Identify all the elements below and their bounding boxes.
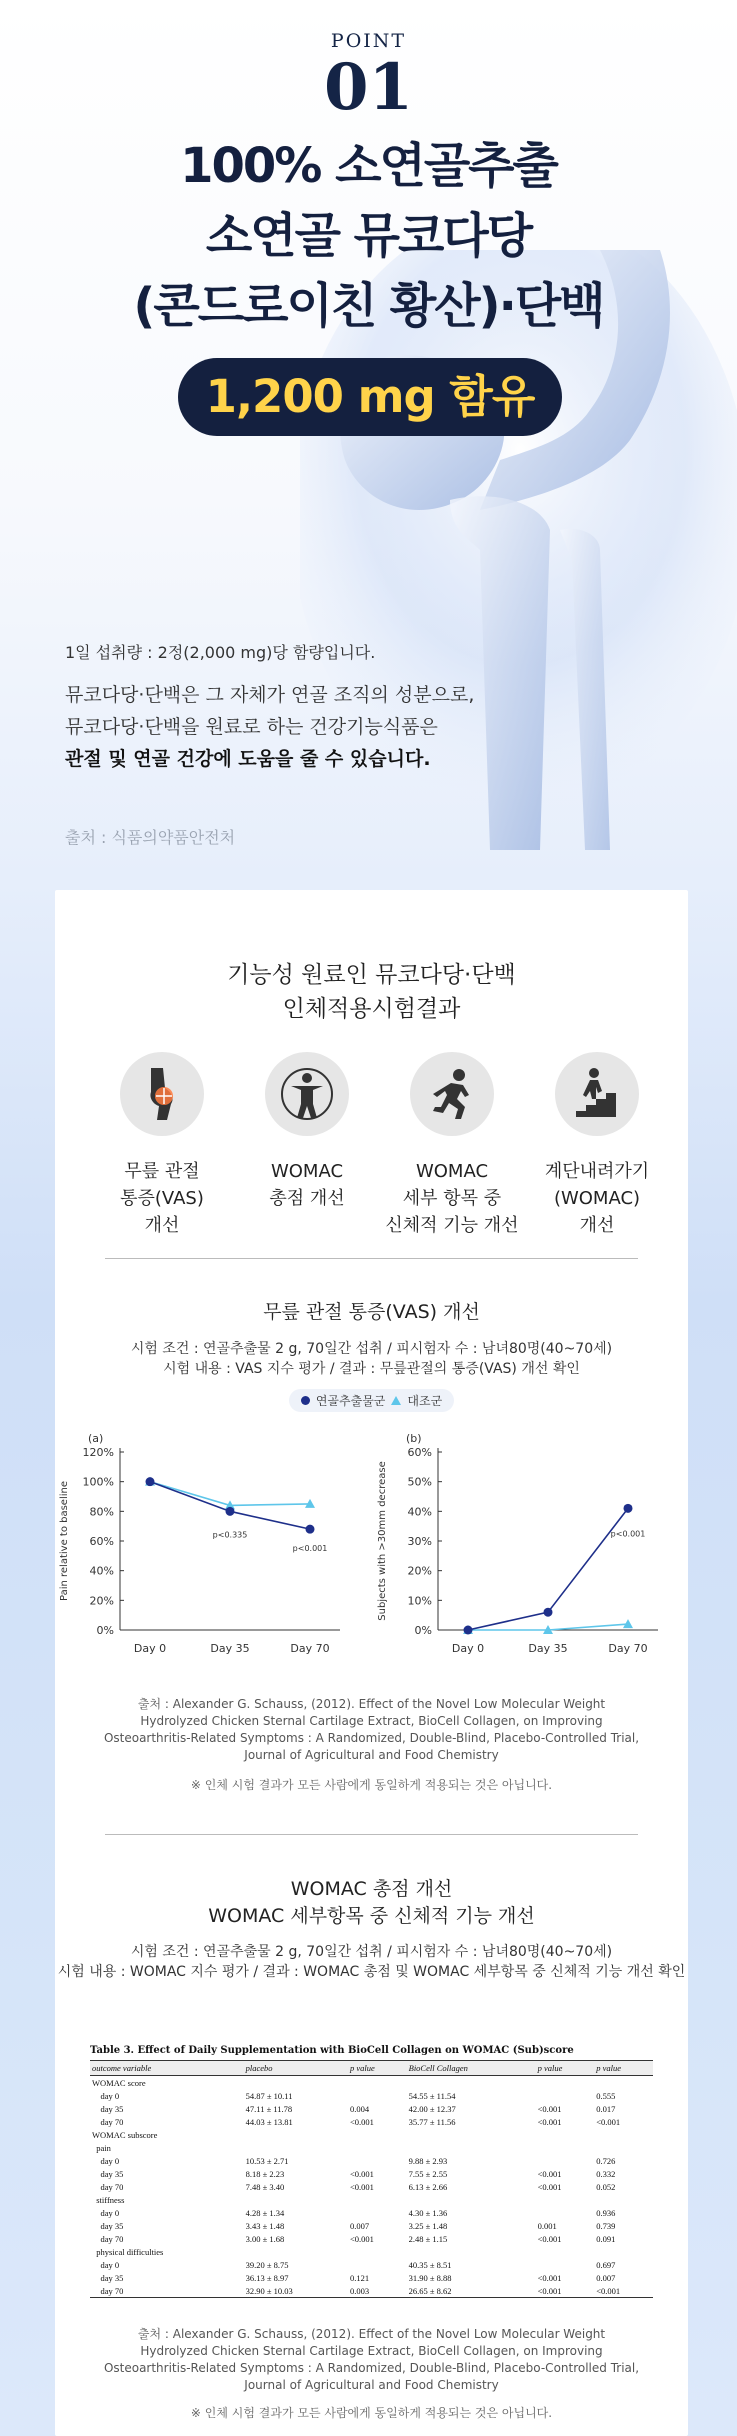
vas-condition-line-1: 시험 조건 : 연골추출물 2 g, 70일간 섭취 / 피시험자 수 : 남녀80명(40~70세) xyxy=(130,1341,613,1357)
table-cell: <0.001 xyxy=(537,2116,562,2127)
table-cell: 8.18 ± 2.23 xyxy=(245,2168,285,2179)
chart-a-pain xyxy=(55,1430,355,1670)
table-row xyxy=(90,2154,653,2167)
y-tick-label: 100% xyxy=(82,1475,114,1489)
icon-label-line: 무릎 관절 xyxy=(124,1161,200,1182)
reference-line-3: Osteoarthritis-Related Symptoms : A Randomized, Double-Blind, Placebo-Controlled Trial, xyxy=(103,2361,640,2375)
table-row xyxy=(90,2089,653,2102)
icon-label-line: 세부 항목 중 xyxy=(402,1188,502,1209)
table-cell xyxy=(407,2076,536,2090)
table-row xyxy=(90,2076,653,2090)
y-tick-label: 120% xyxy=(82,1446,114,1459)
y-tick-label: 0% xyxy=(414,1624,432,1637)
chart-annotation: p<0.001 xyxy=(610,1529,646,1539)
y-tick-label: 30% xyxy=(407,1535,432,1548)
table-cell xyxy=(536,2141,595,2154)
table-cell: <0.001 xyxy=(537,2233,562,2244)
table-cell: 0.052 xyxy=(596,2181,616,2192)
icon-label-line: 통증(VAS) xyxy=(120,1188,204,1209)
table-cell: 40.35 ± 8.51 xyxy=(408,2259,452,2270)
y-tick-label: 10% xyxy=(407,1594,432,1608)
table-cell xyxy=(348,2076,407,2090)
reference-line-4: Journal of Agricultural and Food Chemistry xyxy=(244,1748,499,1762)
table-cell xyxy=(348,2245,407,2258)
highlight-pill: 1,200 mg 함유 xyxy=(178,358,562,436)
table-cell xyxy=(348,2193,407,2206)
table-header-cell: p value xyxy=(536,2061,595,2076)
series-a-marker xyxy=(301,1396,310,1405)
table-cell: WOMAC subscore xyxy=(92,2129,158,2140)
y-tick-label: 60% xyxy=(407,1446,432,1459)
icon-label-line: WOMAC xyxy=(270,1161,344,1182)
table-cell xyxy=(536,2089,595,2102)
x-tick-label: Day 35 xyxy=(210,1642,250,1655)
reference-line-4: Journal of Agricultural and Food Chemistry xyxy=(244,2378,499,2392)
icon-label-line: 계단내려가기 xyxy=(544,1161,650,1182)
knee-joint-icon xyxy=(120,1052,204,1136)
icon-label-line: 신체적 기능 개선 xyxy=(385,1215,519,1236)
table-cell: 54.87 ± 10.11 xyxy=(245,2090,293,2101)
table-cell xyxy=(536,2245,595,2258)
table-row xyxy=(90,2219,653,2232)
table-cell xyxy=(244,2141,348,2154)
table-cell: day 70 xyxy=(92,2233,124,2244)
table-cell: 32.90 ± 10.03 xyxy=(244,2284,348,2298)
table-cell: 54.55 ± 11.54 xyxy=(408,2090,456,2101)
table-caption: Table 3. Effect of Daily Supplementation with BioCell Collagen on WOMAC (Sub)score xyxy=(90,2045,574,2056)
table-cell: 0.936 xyxy=(596,2207,616,2218)
icon-label-line: 개선 xyxy=(579,1215,615,1236)
y-tick-label: 40% xyxy=(407,1505,432,1519)
table-cell xyxy=(348,2141,407,2154)
table-cell: day 0 xyxy=(92,2207,120,2218)
table-cell: stiffness xyxy=(92,2194,125,2205)
table-cell: 0.726 xyxy=(596,2155,616,2166)
chart-annotation: p<0.335 xyxy=(212,1530,248,1540)
table-cell xyxy=(536,2258,595,2271)
table-cell: <0.001 xyxy=(537,2181,562,2192)
table-cell: 0.091 xyxy=(596,2233,616,2244)
headline-line-2: 소연골 뮤코다당 xyxy=(205,208,532,264)
table-cell: 0.001 xyxy=(537,2220,557,2231)
body-circle-icon xyxy=(265,1052,349,1136)
table-cell: 26.65 ± 8.62 xyxy=(407,2284,536,2298)
table-cell: 3.43 ± 1.48 xyxy=(245,2220,285,2231)
table-row xyxy=(90,2128,653,2141)
y-tick-label: 80% xyxy=(89,1505,114,1519)
point-number: 01 xyxy=(323,50,414,125)
table-cell xyxy=(407,2128,536,2141)
table-cell: <0.001 xyxy=(349,2168,374,2179)
reference-line-1: 출처 : Alexander G. Schauss, (2012). Effect of the Novel Low Molecular Weight xyxy=(137,1697,606,1711)
table-cell: day 35 xyxy=(92,2220,124,2231)
data-point-circle xyxy=(464,1626,473,1635)
table-cell: <0.001 xyxy=(349,2116,374,2127)
table-cell xyxy=(407,2193,536,2206)
headline-line-1: 100% 소연골추출 xyxy=(180,138,557,194)
table-row xyxy=(90,2167,653,2180)
table-cell: WOMAC score xyxy=(92,2077,146,2088)
table-cell: 0.332 xyxy=(596,2168,616,2179)
table-cell: <0.001 xyxy=(349,2181,374,2192)
table-cell xyxy=(536,2128,595,2141)
y-tick-label: 50% xyxy=(407,1475,432,1489)
table-cell xyxy=(536,2193,595,2206)
table-cell xyxy=(407,2141,536,2154)
table-cell: pain xyxy=(92,2142,111,2153)
intake-text: 1일 섭취량 : 2정(2,000 mg)당 함량입니다. xyxy=(65,643,376,662)
table-cell: 2.48 ± 1.15 xyxy=(408,2233,448,2244)
table-cell: day 35 xyxy=(92,2272,124,2283)
table-cell: <0.001 xyxy=(596,2116,621,2127)
table-cell xyxy=(536,2076,595,2090)
body-line-3: 관절 및 연골 건강에 도움을 줄 수 있습니다. xyxy=(65,748,431,770)
table-row xyxy=(90,2258,653,2271)
table-cell: day 70 xyxy=(92,2116,124,2127)
table-cell xyxy=(594,2141,653,2154)
table-cell xyxy=(348,2154,407,2167)
stairs-descending-icon xyxy=(555,1052,639,1136)
table-cell xyxy=(348,2258,407,2271)
headline-line-3: (콘드로이친 황산)·단백 xyxy=(133,278,604,334)
legend-series-a: 연골추출물군 xyxy=(315,1394,386,1408)
table-row xyxy=(90,2193,653,2206)
body-line-2: 뮤코다당·단백을 원료로 하는 건강기능식품은 xyxy=(65,716,438,738)
point-label: POINT xyxy=(330,30,407,52)
table-cell: 0.007 xyxy=(596,2272,616,2283)
disclaimer-note: ※ 인체 시험 결과가 모든 사람에게 동일하게 적용되는 것은 아닙니다. xyxy=(190,1778,553,1792)
table-row xyxy=(90,2180,653,2193)
table-cell: day 70 xyxy=(90,2284,244,2298)
benefit-womac-total xyxy=(237,1052,377,1212)
card-title-line-1: 기능성 원료인 뮤코다당·단백 xyxy=(227,962,516,988)
table-cell: <0.001 xyxy=(536,2284,595,2298)
table-header-cell: p value xyxy=(348,2061,407,2076)
chart-panel-label: (b) xyxy=(406,1432,422,1445)
clinical-results-card xyxy=(55,890,688,2436)
womac-table xyxy=(90,2060,653,2298)
table-cell: day 0 xyxy=(92,2090,120,2101)
table-cell xyxy=(348,2206,407,2219)
table-header-cell: placebo xyxy=(244,2061,348,2076)
table-cell: 4.28 ± 1.34 xyxy=(245,2207,285,2218)
intake-info xyxy=(65,640,474,775)
reference-line-2: Hydrolyzed Chicken Sternal Cartilage Extract, BioCell Collagen, on Improving xyxy=(140,1714,603,1728)
table-cell xyxy=(594,2193,653,2206)
table-header-cell: p value xyxy=(594,2061,653,2076)
data-point-circle xyxy=(624,1504,633,1513)
chart-b-subjects xyxy=(373,1430,673,1670)
womac-table-wrap xyxy=(90,2045,653,2298)
table-cell: 35.77 ± 11.56 xyxy=(408,2116,456,2127)
table-cell xyxy=(594,2128,653,2141)
vas-section-title: 무릎 관절 통증(VAS) 개선 xyxy=(263,1301,480,1323)
table-cell: 0.007 xyxy=(349,2220,370,2231)
table-cell: 3.25 ± 1.48 xyxy=(408,2220,448,2231)
benefit-knee-vas xyxy=(92,1052,232,1239)
table-row xyxy=(90,2115,653,2128)
table-header-cell: outcome variable xyxy=(90,2061,244,2076)
source-text: 출처 : 식품의약품안전처 xyxy=(65,828,236,847)
table-cell: 0.017 xyxy=(596,2103,616,2114)
table-row xyxy=(90,2245,653,2258)
x-tick-label: Day 0 xyxy=(451,1642,485,1655)
reference-line-1: 출처 : Alexander G. Schauss, (2012). Effect of the Novel Low Molecular Weight xyxy=(137,2327,606,2341)
table-cell: 0.004 xyxy=(349,2103,370,2114)
table-cell xyxy=(244,2193,348,2206)
table-cell: <0.001 xyxy=(537,2272,562,2283)
table-header-cell: BioCell Collagen xyxy=(407,2061,536,2076)
womac-condition-line-2: 시험 내용 : WOMAC 지수 평가 / 결과 : WOMAC 총점 및 WOMAC 세부항목 중 신체적 기능 개선 확인 xyxy=(57,1964,686,1980)
data-point-circle xyxy=(146,1477,155,1486)
table-cell: day 35 xyxy=(92,2103,124,2114)
chart-legend xyxy=(55,1389,688,1412)
table-cell xyxy=(244,2245,348,2258)
benefit-womac-physical xyxy=(382,1052,522,1239)
table-cell xyxy=(536,2154,595,2167)
body-line-1: 뮤코다당·단백은 그 자체가 연골 조직의 성분으로, xyxy=(65,684,475,706)
table-cell: day 0 xyxy=(92,2155,120,2166)
table-cell: day 0 xyxy=(92,2259,120,2270)
table-row xyxy=(90,2102,653,2115)
reference-line-3: Osteoarthritis-Related Symptoms : A Randomized, Double-Blind, Placebo-Controlled Trial, xyxy=(103,1731,640,1745)
y-tick-label: 60% xyxy=(89,1535,114,1548)
y-tick-label: 20% xyxy=(407,1564,432,1578)
section-divider xyxy=(105,1834,638,1835)
womac-condition-line-1: 시험 조건 : 연골추출물 2 g, 70일간 섭취 / 피시험자 수 : 남녀80명(40~70세) xyxy=(130,1944,613,1960)
table-cell: 31.90 ± 8.88 xyxy=(408,2272,452,2283)
table-row xyxy=(90,2141,653,2154)
vas-condition-line-2: 시험 내용 : VAS 지수 평가 / 결과 : 무릎관절의 통증(VAS) 개선 확인 xyxy=(163,1361,580,1377)
table-cell: 6.13 ± 2.66 xyxy=(408,2181,448,2192)
table-row xyxy=(90,2232,653,2245)
table-cell: 9.88 ± 2.93 xyxy=(408,2155,448,2166)
table-cell xyxy=(348,2128,407,2141)
table-cell: 0.555 xyxy=(596,2090,616,2101)
table-cell: 10.53 ± 2.71 xyxy=(245,2155,289,2166)
table-cell xyxy=(407,2245,536,2258)
icon-label-line: 개선 xyxy=(144,1215,180,1236)
table-cell: 42.00 ± 12.37 xyxy=(408,2103,456,2114)
card-title-line-2: 인체적용시험결과 xyxy=(282,996,461,1022)
table-cell: 39.20 ± 8.75 xyxy=(245,2259,289,2270)
y-axis-label: Subjects with >30mm decrease xyxy=(377,1461,388,1621)
table-cell xyxy=(594,2245,653,2258)
series-b-marker xyxy=(391,1396,401,1405)
data-point-circle xyxy=(226,1507,235,1516)
table-cell: <0.001 xyxy=(537,2168,562,2179)
table-cell: day 35 xyxy=(92,2168,124,2179)
table-cell: 0.697 xyxy=(596,2259,616,2270)
data-point-circle xyxy=(306,1525,315,1534)
table-cell xyxy=(348,2089,407,2102)
table-cell: 0.121 xyxy=(349,2272,370,2283)
chart-annotation: p<0.001 xyxy=(292,1544,328,1554)
chart-panel-label: (a) xyxy=(88,1432,104,1445)
table-cell: 0.003 xyxy=(348,2284,407,2298)
womac-title-1: WOMAC 총점 개선 xyxy=(290,1878,453,1900)
table-row xyxy=(90,2284,653,2298)
icon-label-line: (WOMAC) xyxy=(553,1188,641,1209)
table-cell xyxy=(244,2128,348,2141)
reference-line-2: Hydrolyzed Chicken Sternal Cartilage Extract, BioCell Collagen, on Improving xyxy=(140,2344,603,2358)
benefit-stairs xyxy=(527,1052,667,1239)
disclaimer-note: ※ 인체 시험 결과가 모든 사람에게 동일하게 적용되는 것은 아닙니다. xyxy=(190,2406,553,2420)
table-cell: 44.03 ± 13.81 xyxy=(245,2116,293,2127)
x-tick-label: Day 35 xyxy=(528,1642,568,1655)
x-tick-label: Day 70 xyxy=(608,1642,648,1655)
data-point-circle xyxy=(544,1608,553,1617)
y-tick-label: 20% xyxy=(89,1594,114,1608)
y-tick-label: 0% xyxy=(96,1624,114,1637)
table-cell: 7.48 ± 3.40 xyxy=(245,2181,285,2192)
table-row xyxy=(90,2206,653,2219)
section-divider xyxy=(105,1258,638,1259)
table-cell: physical difficulties xyxy=(92,2246,164,2257)
legend-series-b: 대조군 xyxy=(407,1394,443,1408)
table-cell xyxy=(594,2076,653,2090)
table-cell: <0.001 xyxy=(537,2103,562,2114)
table-cell: 47.11 ± 11.78 xyxy=(245,2103,293,2114)
table-cell xyxy=(536,2206,595,2219)
womac-title-2: WOMAC 세부항목 중 신체적 기능 개선 xyxy=(208,1905,535,1927)
table-cell: 4.30 ± 1.36 xyxy=(408,2207,448,2218)
table-row xyxy=(90,2271,653,2284)
y-axis-label: Pain relative to baseline xyxy=(59,1480,70,1602)
y-tick-label: 40% xyxy=(89,1564,114,1578)
table-cell: 3.00 ± 1.68 xyxy=(245,2233,285,2244)
table-cell: 0.739 xyxy=(596,2220,616,2231)
running-person-icon xyxy=(410,1052,494,1136)
table-cell: <0.001 xyxy=(594,2284,653,2298)
table-cell: day 70 xyxy=(92,2181,124,2192)
table-cell xyxy=(244,2076,348,2090)
table-cell: 7.55 ± 2.55 xyxy=(408,2168,448,2179)
icon-label-line: WOMAC xyxy=(415,1161,489,1182)
x-tick-label: Day 70 xyxy=(290,1642,330,1655)
icon-label-line: 총점 개선 xyxy=(269,1188,345,1209)
table-cell: 36.13 ± 8.97 xyxy=(245,2272,289,2283)
table-cell: <0.001 xyxy=(349,2233,374,2244)
x-tick-label: Day 0 xyxy=(133,1642,167,1655)
